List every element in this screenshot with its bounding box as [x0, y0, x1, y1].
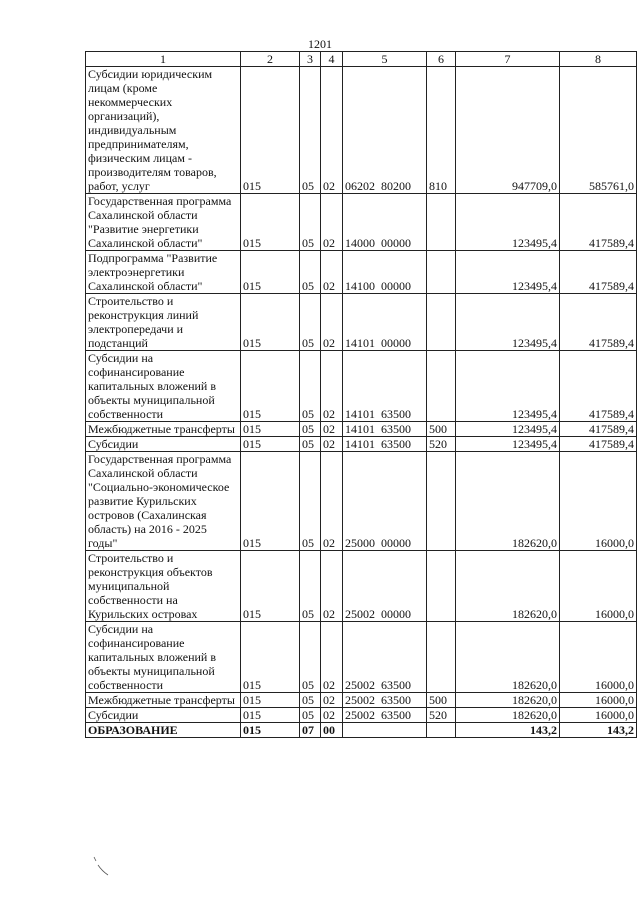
row-amount-year2-cell: 16000,0: [560, 708, 637, 723]
row-expense-type-cell: 810: [427, 67, 456, 194]
table-row: [86, 622, 637, 693]
row-grbs-cell: 015: [241, 67, 300, 194]
row-grbs-cell: 015: [241, 622, 300, 693]
row-amount-year1-cell: 123495,4: [456, 194, 560, 251]
row-name-cell: Межбюджетные трансферты: [86, 693, 241, 708]
row-subsection-cell: 02: [321, 294, 343, 351]
row-name-cell: Субсидии: [86, 437, 241, 452]
row-expense-type-cell: 520: [427, 437, 456, 452]
row-amount-year2-cell: 143,2: [560, 723, 637, 738]
header-cell: 7: [456, 52, 560, 67]
row-target-article-cell: 14101 63500: [343, 351, 427, 422]
row-name-cell: Субсидии на софинансирование капитальных вложений в объекты муниципальной собственности: [86, 622, 241, 693]
row-amount-year1-cell: 182620,0: [456, 693, 560, 708]
row-name-cell: Строительство и реконструкция линий электропередачи и подстанций: [86, 294, 241, 351]
row-expense-type-cell: 500: [427, 693, 456, 708]
row-section-cell: 07: [300, 723, 321, 738]
row-expense-type-cell: [427, 194, 456, 251]
row-amount-year1-cell: 182620,0: [456, 622, 560, 693]
row-section-cell: 05: [300, 251, 321, 294]
header-cell: 1: [86, 52, 241, 67]
row-grbs-cell: 015: [241, 437, 300, 452]
header-cell: 3: [300, 52, 321, 67]
row-name-cell: Субсидии юридическим лицам (кроме некоммерческих организаций), индивидуальным предпринимателям, физическим лицам - производителям товаров, работ, услуг: [86, 67, 241, 194]
row-amount-year1-cell: 182620,0: [456, 708, 560, 723]
row-target-article-cell: 14101 00000: [343, 294, 427, 351]
row-section-cell: 05: [300, 708, 321, 723]
row-section-cell: 05: [300, 622, 321, 693]
row-grbs-cell: 015: [241, 294, 300, 351]
pen-mark: [92, 855, 110, 877]
row-target-article-cell: 25002 63500: [343, 693, 427, 708]
row-name-cell: Государственная программа Сахалинской области "Развитие энергетики Сахалинской области": [86, 194, 241, 251]
row-name-cell: Субсидии: [86, 708, 241, 723]
row-subsection-cell: 02: [321, 251, 343, 294]
table-row: [86, 551, 637, 622]
row-section-cell: 05: [300, 194, 321, 251]
header-cell: 5: [343, 52, 427, 67]
row-section-cell: 05: [300, 422, 321, 437]
row-grbs-cell: 015: [241, 251, 300, 294]
header-cell: 2: [241, 52, 300, 67]
row-section-cell: 05: [300, 294, 321, 351]
row-name-cell: ОБРАЗОВАНИЕ: [86, 723, 241, 738]
header-cell: 4: [321, 52, 343, 67]
table-row: [86, 437, 637, 452]
row-amount-year2-cell: 16000,0: [560, 452, 637, 551]
table-row: [86, 294, 637, 351]
table-row: [86, 251, 637, 294]
row-amount-year2-cell: 417589,4: [560, 437, 637, 452]
row-grbs-cell: 015: [241, 693, 300, 708]
row-section-cell: 05: [300, 693, 321, 708]
table-row: [86, 351, 637, 422]
row-subsection-cell: 02: [321, 452, 343, 551]
row-subsection-cell: 02: [321, 693, 343, 708]
row-target-article-cell: 14101 63500: [343, 437, 427, 452]
row-grbs-cell: 015: [241, 708, 300, 723]
page-number: 1201: [308, 37, 332, 51]
row-grbs-cell: 015: [241, 551, 300, 622]
row-expense-type-cell: [427, 622, 456, 693]
table-row: [86, 422, 637, 437]
row-subsection-cell: 02: [321, 194, 343, 251]
row-section-cell: 05: [300, 351, 321, 422]
row-amount-year2-cell: 417589,4: [560, 251, 637, 294]
row-amount-year1-cell: 123495,4: [456, 351, 560, 422]
row-expense-type-cell: [427, 551, 456, 622]
row-expense-type-cell: 520: [427, 708, 456, 723]
row-expense-type-cell: [427, 251, 456, 294]
row-subsection-cell: 02: [321, 422, 343, 437]
table-row: [86, 67, 637, 194]
table-row: [86, 723, 637, 738]
row-amount-year1-cell: 947709,0: [456, 67, 560, 194]
row-subsection-cell: 02: [321, 437, 343, 452]
row-amount-year2-cell: 417589,4: [560, 294, 637, 351]
row-target-article-cell: 25002 00000: [343, 551, 427, 622]
row-grbs-cell: 015: [241, 351, 300, 422]
row-target-article-cell: 25000 00000: [343, 452, 427, 551]
row-name-cell: Подпрограмма "Развитие электроэнергетики Сахалинской области": [86, 251, 241, 294]
row-amount-year1-cell: 123495,4: [456, 437, 560, 452]
row-amount-year1-cell: 123495,4: [456, 294, 560, 351]
row-amount-year1-cell: 143,2: [456, 723, 560, 738]
table-row: [86, 452, 637, 551]
row-subsection-cell: 02: [321, 351, 343, 422]
row-amount-year2-cell: 417589,4: [560, 422, 637, 437]
row-amount-year2-cell: 16000,0: [560, 622, 637, 693]
row-name-cell: Межбюджетные трансферты: [86, 422, 241, 437]
row-grbs-cell: 015: [241, 452, 300, 551]
row-amount-year2-cell: 16000,0: [560, 551, 637, 622]
row-target-article-cell: 14000 00000: [343, 194, 427, 251]
row-amount-year2-cell: 585761,0: [560, 67, 637, 194]
row-grbs-cell: 015: [241, 194, 300, 251]
row-section-cell: 05: [300, 551, 321, 622]
row-expense-type-cell: [427, 351, 456, 422]
row-expense-type-cell: [427, 452, 456, 551]
row-amount-year1-cell: 182620,0: [456, 551, 560, 622]
row-subsection-cell: 02: [321, 622, 343, 693]
table-header-row: [86, 52, 637, 67]
table-row: [86, 708, 637, 723]
table-row: [86, 693, 637, 708]
row-grbs-cell: 015: [241, 422, 300, 437]
row-expense-type-cell: 500: [427, 422, 456, 437]
row-target-article-cell: 25002 63500: [343, 622, 427, 693]
row-name-cell: Субсидии на софинансирование капитальных вложений в объекты муниципальной собственности: [86, 351, 241, 422]
header-cell: 6: [427, 52, 456, 67]
row-target-article-cell: 25002 63500: [343, 708, 427, 723]
row-expense-type-cell: [427, 723, 456, 738]
row-section-cell: 05: [300, 437, 321, 452]
row-grbs-cell: 015: [241, 723, 300, 738]
row-name-cell: Строительство и реконструкция объектов муниципальной собственности на Курильских островах: [86, 551, 241, 622]
header-cell: 8: [560, 52, 637, 67]
row-subsection-cell: 02: [321, 551, 343, 622]
row-target-article-cell: 06202 80200: [343, 67, 427, 194]
row-subsection-cell: 00: [321, 723, 343, 738]
table-row: [86, 194, 637, 251]
row-target-article-cell: [343, 723, 427, 738]
row-target-article-cell: 14101 63500: [343, 422, 427, 437]
row-amount-year1-cell: 123495,4: [456, 251, 560, 294]
row-section-cell: 05: [300, 452, 321, 551]
row-amount-year1-cell: 182620,0: [456, 452, 560, 551]
row-amount-year2-cell: 417589,4: [560, 194, 637, 251]
row-subsection-cell: 02: [321, 708, 343, 723]
budget-table: [85, 51, 637, 738]
row-section-cell: 05: [300, 67, 321, 194]
row-amount-year2-cell: 16000,0: [560, 693, 637, 708]
row-target-article-cell: 14100 00000: [343, 251, 427, 294]
row-name-cell: Государственная программа Сахалинской области "Социально-экономическое развитие Курильских островов (Сахалинская область) на 2016 - 2025 годы": [86, 452, 241, 551]
row-amount-year1-cell: 123495,4: [456, 422, 560, 437]
table-body: [86, 67, 637, 738]
row-expense-type-cell: [427, 294, 456, 351]
row-subsection-cell: 02: [321, 67, 343, 194]
row-amount-year2-cell: 417589,4: [560, 351, 637, 422]
